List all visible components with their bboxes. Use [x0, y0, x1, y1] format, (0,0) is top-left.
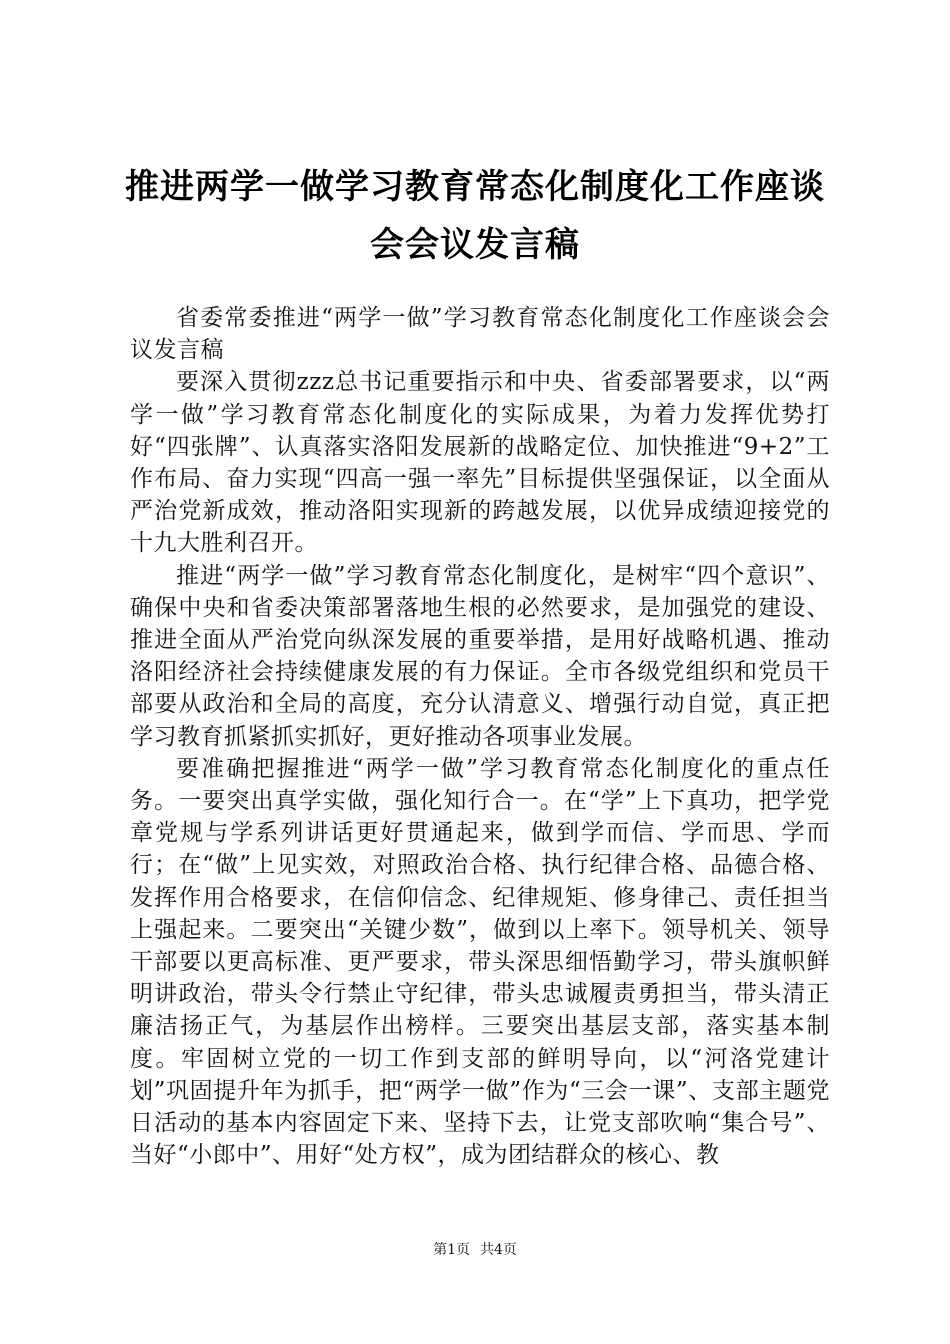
paragraph-subtitle: 省委常委推进“两学一做”学习教育常态化制度化工作座谈会会议发言稿	[130, 305, 830, 364]
paragraph-3: 要准确把握推进“两学一做”学习教育常态化制度化的重点任务。一要突出真学实做，强化知行合一。在“学”上下真功，把学党章党规与学系列讲话更好贯通起来，做到学而信、学而思、学而行；在“做”上见实效，对照政治合格、执行纪律合格、品德合格、发挥作用合格要求，在信仰信念、纪律规矩、修身律己、责任担当上强起来。二要突出“关键少数”，做到以上率下。领导机关、领导干部要以更高标准、更严要求，带头深思细悟勤学习，带头旗帜鲜明讲政治，带头令行禁止守纪律，带头忠诚履责勇担当，带头清正廉洁扬正气，为基层作出榜样。三要突出基层支部，落实基本制度。牢固树立党的一切工作到支部的鲜明导向，以“河洛党建计划”巩固提升年为抓手，把“两学一做”作为“三会一课”、支部主题党日活动的基本内容固定下来、坚持下去，让党支部吹响“集合号”、当好“小郎中”、用好“处方权”，成为团结群众的核心、教	[130, 755, 830, 1169]
paragraph-2: 推进“两学一做”学习教育常态化制度化，是树牢“四个意识”、确保中央和省委决策部署落地生根的必然要求，是加强党的建设、推进全面从严治党向纵深发展的重要举措，是用好战略机遇、推动洛阳经济社会持续健康发展的有力保证。全市各级党组织和党员干部要从政治和全局的高度，充分认清意义、增强行动自觉，真正把学习教育抓紧抓实抓好，更好推动各项事业发展。	[130, 562, 830, 750]
document-title: 推进两学一做学习教育常态化制度化工作座谈会会议发言稿	[125, 167, 825, 265]
paragraph-1: 要深入贯彻zzz总书记重要指示和中央、省委部署要求，以“两学一做”学习教育常态化制度化的实际成果，为着力发挥优势打好“四张牌”、认真落实洛阳发展新的战略定位、加快推进“9+2”工作布局、奋力实现“四高一强一率先”目标提供坚强保证，以全面从严治党新成效，推动洛阳实现新的跨越发展，以优异成绩迎接党的十九大胜利召开。	[130, 369, 830, 557]
document-body	[130, 302, 830, 1171]
page-number: 第1页	[433, 1242, 470, 1258]
page-footer	[0, 1240, 950, 1260]
page-total: 共4页	[480, 1242, 517, 1258]
